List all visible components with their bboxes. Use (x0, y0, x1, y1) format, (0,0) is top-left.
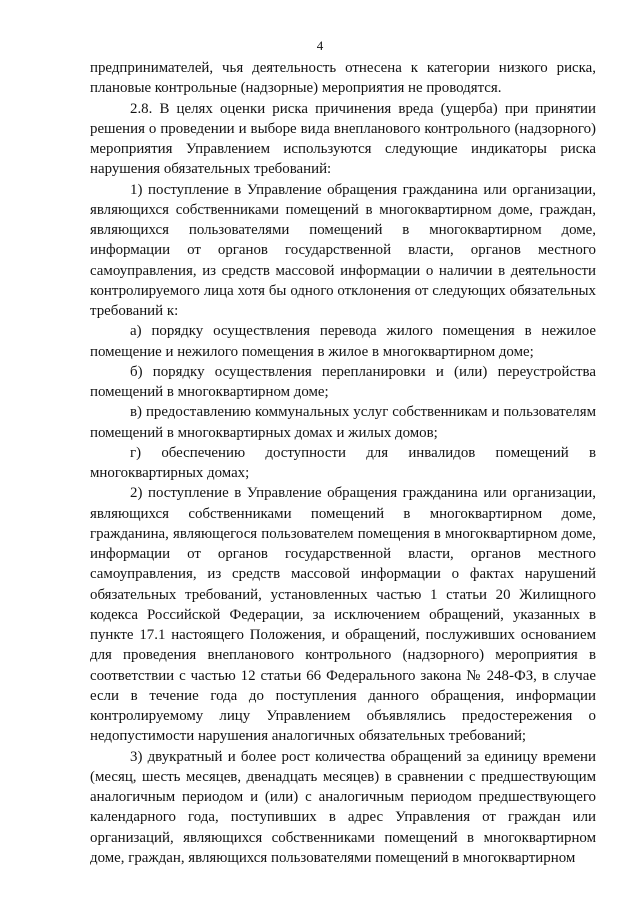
paragraph: 2) поступление в Управление обращения гражданина или организации, являющихся собственниками помещений в многоквартирном доме, гражданина, являющегося пользователем помещения в многоквартирном доме, информации от органов государственной власти, органов местного самоуправления, из средств массовой информации о фактах нарушений обязательных требований, установленных частью 1 статьи 20 Жилищного кодекса Российской Федерации, за исключением обращений, указанных в пункте 17.1 настоящего Положения, и обращений, послуживших основанием для проведения внепланового контрольного (надзорного) мероприятия в соответствии с частью 12 статьи 66 Федерального закона № 248-ФЗ, в случае если в течение года до поступления данного обращения, информации контролируемому лицу Управлением объявлялись предостережения о недопустимости нарушения аналогичных обязательных требований; (90, 485, 596, 745)
document-body (90, 58, 596, 868)
paragraph: 1) поступление в Управление обращения гражданина или организации, являющихся собственниками помещений в многоквартирном доме, граждан, являющихся пользователями помещений в многоквартирном доме, информации от органов государственной власти, органов местного самоуправления, из средств массовой информации о наличии в деятельности контролируемого лица хотя бы одного отклонения от следующих обязательных требований к: (90, 181, 596, 319)
paragraph: 3) двукратный и более рост количества обращений за единицу времени (месяц, шесть месяцев, двенадцать месяцев) в сравнении с предшествующим аналогичным периодом и (или) с аналогичным периодом предшествующего календарного года, поступивших в адрес Управления от граждан или организаций, являющихся собственниками помещений в многоквартирном доме, граждан, являющихся пользователями помещений в многоквартирном (90, 748, 596, 866)
paragraph: б) порядку осуществления перепланировки и (или) переустройства помещений в многоквартирном доме; (90, 363, 596, 400)
paragraph: а) порядку осуществления перевода жилого помещения в нежилое помещение и нежилого помещения в жилое в многоквартирном доме; (90, 323, 596, 360)
paragraph: предпринимателей, чья деятельность отнесена к категории низкого риска, плановые контрольные (надзорные) мероприятия не проводятся. (90, 60, 596, 97)
paragraph: в) предоставлению коммунальных услуг собственникам и пользователям помещений в многоквартирных домах и жилых домов; (90, 404, 596, 441)
paragraph: 2.8. В целях оценки риска причинения вреда (ущерба) при принятии решения о проведении и выборе вида внепланового контрольного (надзорного) мероприятия Управлением используются следующие индикаторы риска нарушения обязательных требований: (90, 100, 596, 178)
paragraph: г) обеспечению доступности для инвалидов помещений в многоквартирных домах; (90, 444, 596, 481)
page-number: 4 (316, 38, 324, 53)
